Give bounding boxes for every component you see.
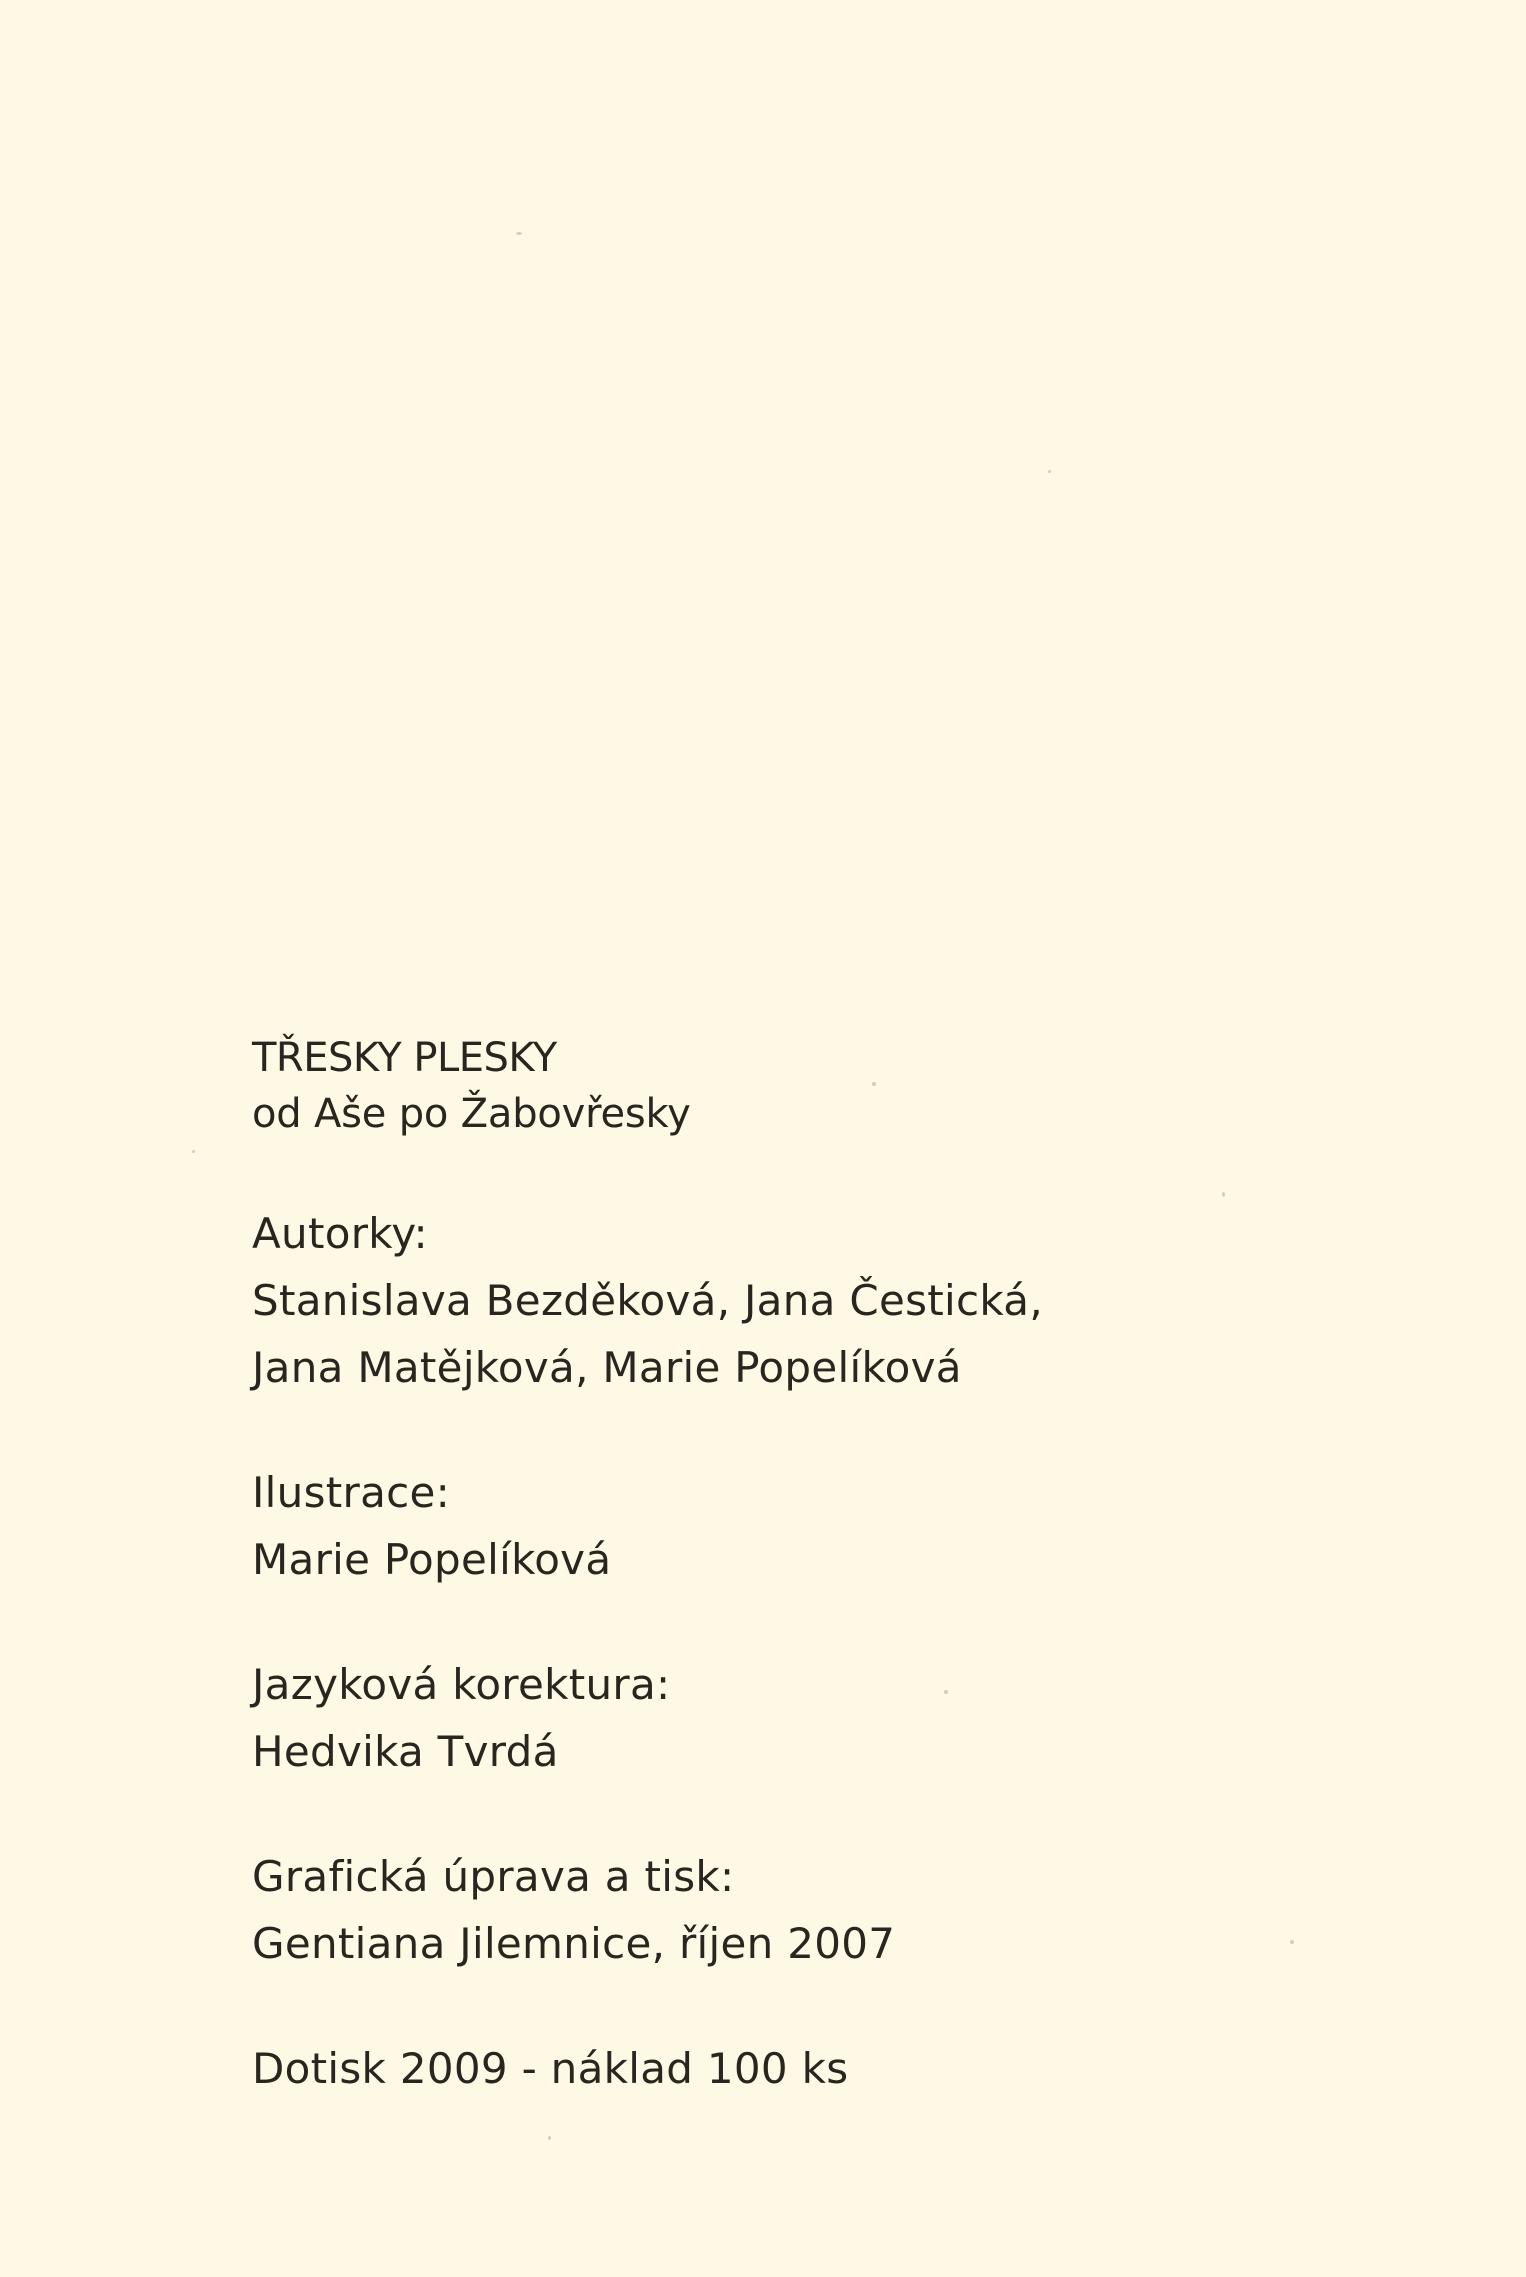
section-reprint [252,2035,1402,2102]
section-label: Jazyková korektura: [252,1660,671,1709]
section-line: Dotisk 2009 - náklad 100 ks [252,2044,849,2093]
colophon [252,1030,1402,2102]
book-subtitle: od Aše po Žabovřesky [252,1091,691,1137]
scan-speck [1048,470,1051,473]
section-authors [252,1200,1402,1401]
title-block [252,1030,1402,1142]
book-title: TŘESKY PLESKY [252,1035,557,1081]
section-proofreading [252,1651,1402,1785]
section-illustrations [252,1459,1402,1593]
section-design-print [252,1843,1402,1977]
scan-speck [548,2136,551,2140]
section-label: Ilustrace: [252,1468,451,1517]
section-line: Jana Matějková, Marie Popelíková [252,1343,962,1392]
section-label: Grafická úprava a tisk: [252,1852,735,1901]
section-line: Gentiana Jilemnice, říjen 2007 [252,1919,896,1968]
section-line: Hedvika Tvrdá [252,1727,559,1776]
section-label: Autorky: [252,1209,428,1258]
section-line: Stanislava Bezděková, Jana Čestická, [252,1276,1043,1325]
scan-speck [192,1150,195,1153]
section-line: Marie Popelíková [252,1535,612,1584]
scan-speck [516,232,522,235]
